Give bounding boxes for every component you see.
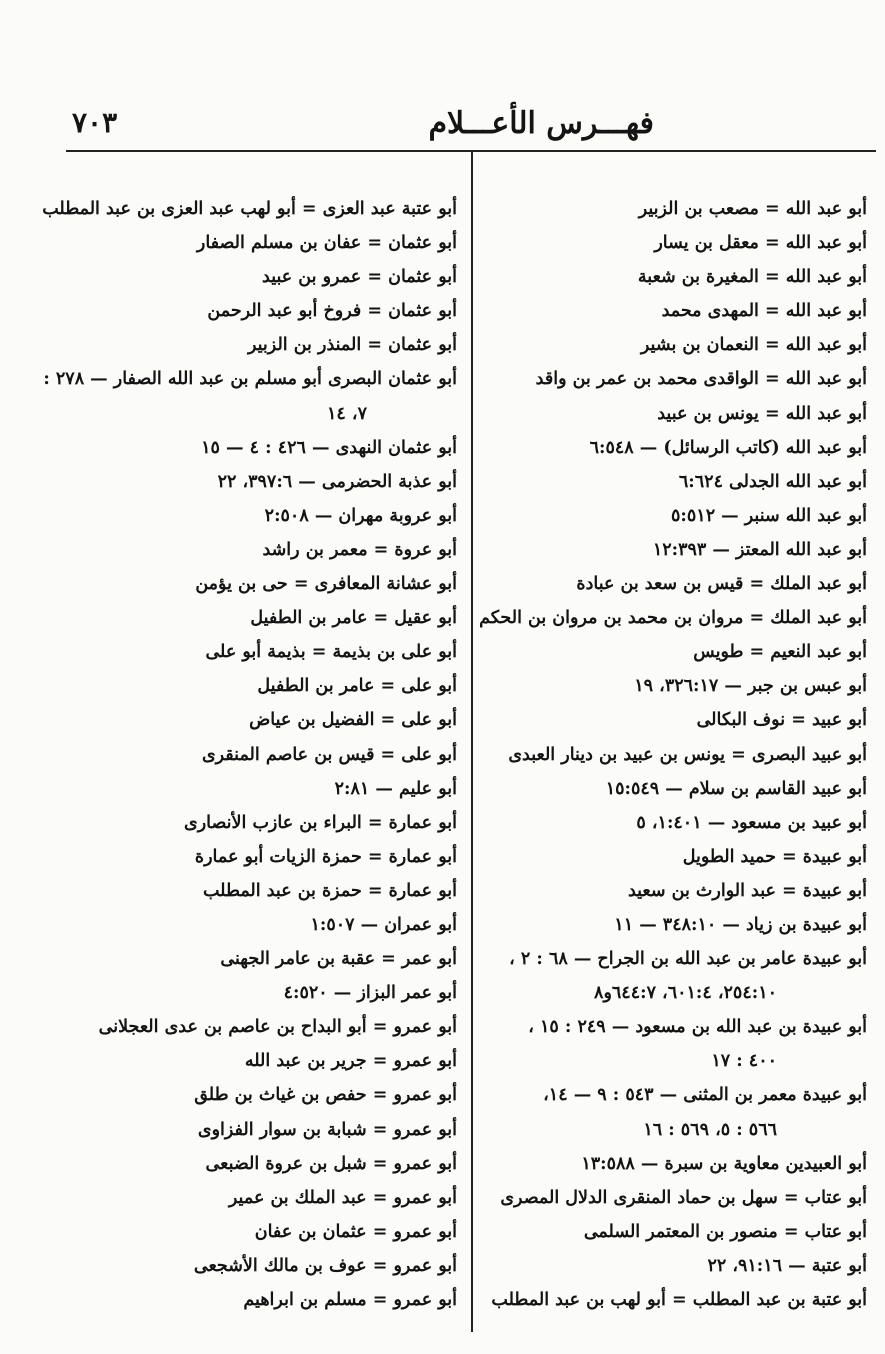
index-entry: أبو عمارة = حمزة الزيات أبو عمارة — [194, 846, 457, 867]
index-entry: أبو عتاب = منصور بن المعتمر السلمى — [583, 1221, 867, 1242]
index-entry-continuation: ٥٦٦ : ٥، ٥٦٩ : ١٦ — [643, 1119, 777, 1140]
page-header — [66, 104, 876, 148]
index-entry-continuation: ٧، ١٤ — [327, 403, 367, 424]
index-entry: أبو عمرو = مسلم بن ابراهيم — [243, 1290, 457, 1310]
index-entry: أبو عمر البزاز — ٤:٥٢٠ — [283, 983, 457, 1004]
index-entry: أبو على = قيس بن عاصم المنقرى — [201, 744, 457, 765]
index-entry: أبو عبد الملك = قيس بن سعد بن عبادة — [576, 574, 867, 595]
index-entry: أبو عمرو = جرير بن عبد الله — [244, 1051, 457, 1072]
index-entry: أبو عبيد بن مسعود — ١:٤٠١، ٥ — [636, 812, 867, 833]
index-entry: أبو عثمان = عفان بن مسلم الصفار — [196, 233, 457, 254]
index-entry: أبو على = عامر بن الطفيل — [257, 676, 457, 697]
index-entry: أبو عبد الله = المغيرة بن شعبة — [637, 267, 867, 288]
index-entry: أبو عبيدة بن زياد — ٣٤٨:١٠ — ١١ — [614, 914, 867, 935]
index-entry: أبو عبد الله = الواقدى محمد بن عمر بن واقد — [535, 369, 867, 390]
index-entry: أبو عذبة الحضرمى — ٣٩٧:٦، ٢٢ — [217, 471, 457, 492]
index-entry: أبو عبد الله سنبر — ٥:٥١٢ — [671, 505, 867, 526]
index-entry: أبو عثمان = عمرو بن عبيد — [262, 267, 457, 288]
index-entry: أبو عبد الله (كاتب الرسائل) — ٦:٥٤٨ — [589, 437, 867, 458]
index-entry: أبو عتبة بن عبد المطلب = أبو لهب بن عبد المطلب — [491, 1290, 867, 1310]
index-column-left — [42, 192, 457, 1317]
page-title: فهـــرس الأعـــلام — [428, 106, 654, 141]
index-entry: أبو عليم — ٢:٨١ — [334, 778, 457, 799]
index-entry: أبو عمرو = عوف بن مالك الأشجعى — [193, 1255, 457, 1276]
index-entry: أبو عبد الملك = مروان بن محمد بن مروان بن الحكم — [479, 608, 867, 629]
index-entry: أبو عتبة — ٩١:١٦، ٢٢ — [707, 1255, 867, 1276]
index-entry: أبو على = الفضيل بن عياض — [249, 710, 457, 731]
index-entry-continuation: ٢٥٤:١٠، ٦٠١:٤، ٦٤٤:٧و٨ — [594, 983, 777, 1004]
index-entry: أبو عبيدة = عبد الوارث بن سعيد — [627, 880, 867, 901]
column-divider — [471, 152, 473, 1332]
index-entry: أبو عثمان البصرى أبو مسلم بن عبد الله الصفار — ٢٧٨ : — [43, 369, 457, 390]
index-entry: أبو العبيدين معاوية بن سبرة — ١٣:٥٨٨ — [581, 1153, 867, 1174]
index-entry: أبو عبيدة عامر بن عبد الله بن الجراح — ٦٨ : ٢ ، — [509, 949, 867, 970]
index-entry: أبو عبيد القاسم بن سلام — ١٥:٥٤٩ — [605, 778, 867, 799]
index-entry: أبو عبد النعيم = طويس — [693, 642, 867, 663]
index-entry: أبو على بن بذيمة = بذيمة أبو على — [205, 642, 457, 663]
index-entry: أبو عمر = عقبة بن عامر الجهنى — [220, 949, 457, 970]
index-entry: أبو عبيد البصرى = يونس بن عبيد بن دينار العبدى — [508, 744, 867, 765]
index-entry: أبو عبس بن جبر — ٣٢٦:١٧، ١٩ — [634, 676, 867, 697]
index-entry: أبو عقيل = عامر بن الطفيل — [250, 608, 457, 629]
index-entry: أبو عبد الله = النعمان بن بشير — [640, 335, 867, 356]
index-entry: أبو عبد الله الجدلى ٦:٦٢٤ — [678, 471, 867, 492]
index-entry: أبو عبد الله المعتز — ١٢:٣٩٣ — [652, 539, 867, 560]
index-entry: أبو عبيدة معمر بن المثنى — ٥٤٣ : ٩ — ١٤، — [543, 1085, 867, 1106]
index-entry: أبو عبيد = نوف البكالى — [696, 710, 867, 731]
index-entry: أبو عمارة = البراء بن عازب الأنصارى — [184, 812, 457, 833]
index-entry: أبو عمرو = عبد الملك بن عمير — [228, 1187, 457, 1208]
index-entry: أبو عمران — ١:٥٠٧ — [310, 914, 457, 935]
index-column-right — [479, 192, 867, 1317]
index-entry: أبو عبد الله = معقل بن يسار — [654, 233, 867, 254]
index-entry: أبو عبيدة = حميد الطويل — [682, 846, 867, 867]
index-entry: أبو عتاب = سهل بن حماد المنقرى الدلال المصرى — [500, 1187, 867, 1208]
page-number: ٧٠٣ — [72, 106, 118, 139]
index-entry: أبو عبد الله = يونس بن عبيد — [657, 403, 867, 424]
index-entry: أبو عبد الله = المهدى محمد — [661, 301, 867, 322]
index-entry: أبو عثمان النهدى — ٤٢٦ : ٤ — ١٥ — [201, 437, 457, 458]
index-entry: أبو عبد الله = مصعب بن الزبير — [638, 199, 867, 219]
index-entry-continuation: ٤٠٠ : ١٧ — [711, 1051, 777, 1072]
index-entry: أبو عمرو = شبابة بن سوار الفزاوى — [197, 1119, 457, 1140]
index-entry: أبو عثمان = فروخ أبو عبد الرحمن — [207, 301, 457, 322]
index-entry: أبو عروبة مهران — ٢:٥٠٨ — [264, 505, 457, 526]
index-entry: أبو عثمان = المنذر بن الزبير — [247, 335, 457, 356]
index-entry: أبو عتبة عبد العزى = أبو لهب عبد العزى بن عبد المطلب — [42, 199, 457, 219]
index-entry: أبو عمرو = شبل بن عروة الضبعى — [205, 1153, 457, 1174]
index-entry: أبو عمرو = عثمان بن عفان — [254, 1221, 457, 1242]
index-entry: أبو عروة = معمر بن راشد — [262, 539, 457, 560]
index-entry: أبو عمرو = أبو البداح بن عاصم بن عدى العجلانى — [98, 1017, 457, 1038]
index-entry: أبو عمرو = حفص بن غياث بن طلق — [194, 1085, 457, 1106]
index-entry: أبو عشانة المعافرى = حى بن يؤمن — [195, 574, 457, 595]
index-entry: أبو عبيدة بن عبد الله بن مسعود — ٢٤٩ : ١٥ ، — [528, 1017, 867, 1038]
index-entry: أبو عمارة = حمزة بن عبد المطلب — [202, 880, 457, 901]
